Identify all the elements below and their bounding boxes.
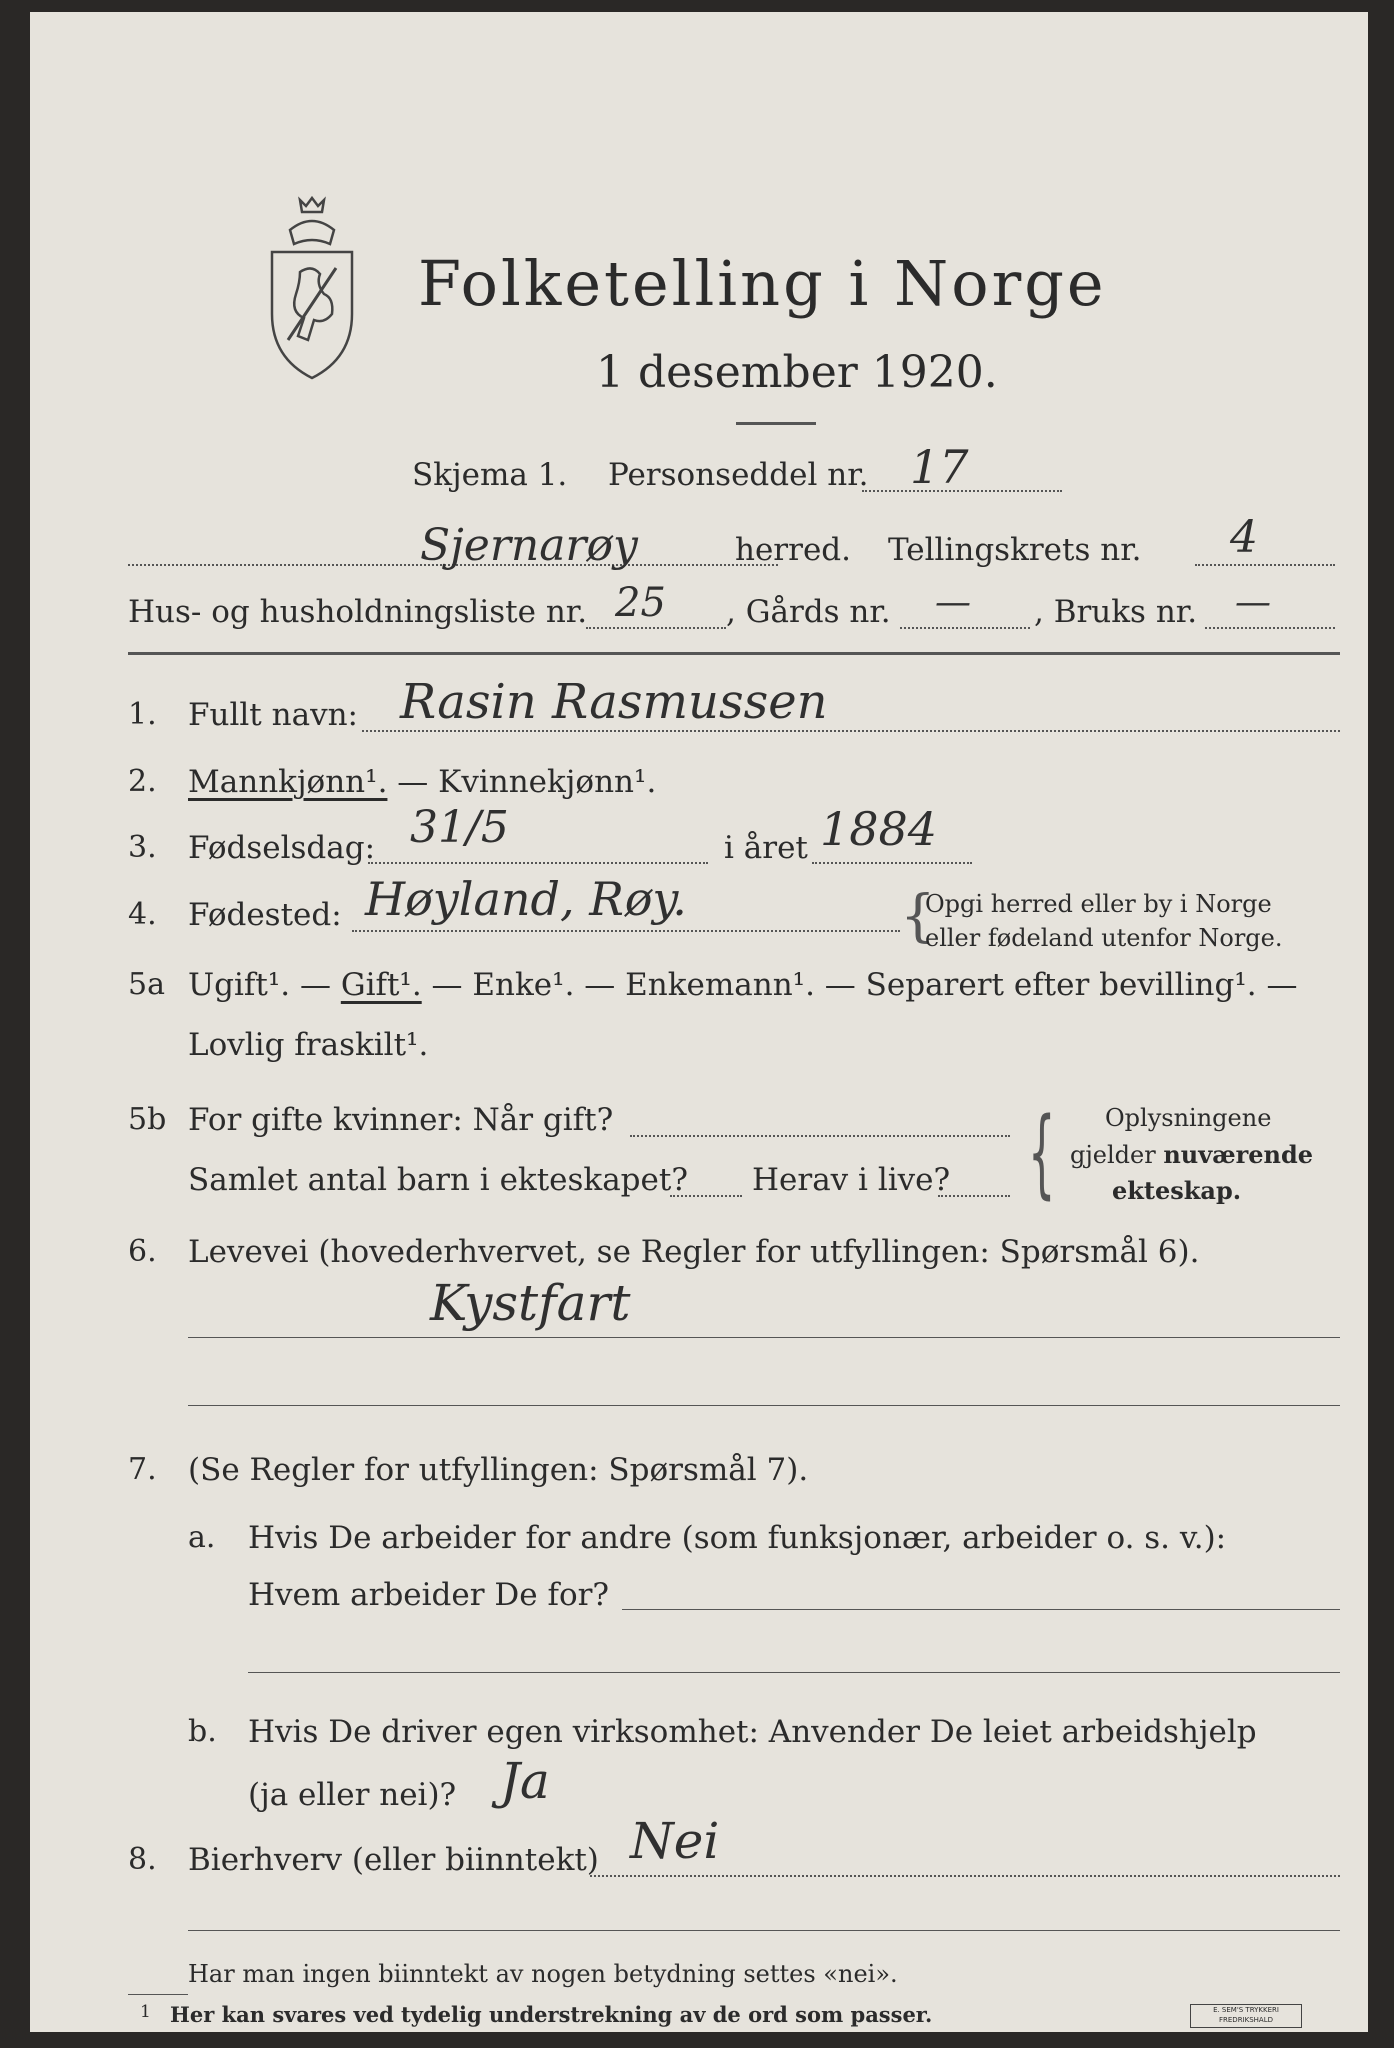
q3-number: 3. <box>128 830 157 865</box>
q4-label: Fødested: <box>188 897 342 933</box>
q5b-line-1: For gifte kvinner: Når gift? <box>188 1102 614 1138</box>
q2-male: Mannkjønn¹. <box>188 764 388 800</box>
q5a-fraskilt: Lovlig fraskilt¹. <box>188 1027 429 1063</box>
q8-value: Nei <box>630 1812 720 1870</box>
q4-note-2: eller fødeland utenfor Norge. <box>925 924 1283 952</box>
q3-year-value: 1884 <box>820 802 938 856</box>
hus-value: 25 <box>615 580 666 626</box>
q5b-children-line <box>670 1195 742 1197</box>
q5b-note-3: ekteskap. <box>1112 1176 1242 1205</box>
bruks-line <box>1205 627 1335 629</box>
q5b-live-line <box>938 1195 1010 1197</box>
q7a-letter: a. <box>188 1520 216 1555</box>
herred-value: Sjernarøy <box>420 520 638 571</box>
footnote-divider <box>128 1994 188 1995</box>
q5b-married-line <box>630 1135 1010 1137</box>
q4-value: Høyland, Røy. <box>365 872 687 926</box>
bruks-value: — <box>1235 582 1271 623</box>
q1-label: Fullt navn: <box>188 697 358 733</box>
q5a-ugift: Ugift¹. — <box>188 967 341 1003</box>
personseddel-value: 17 <box>910 440 969 494</box>
q7b-value: Ja <box>500 1752 550 1810</box>
q7-number: 7. <box>128 1452 157 1487</box>
q7a-line-1: Hvis De arbeider for andre (som funksjonær, arbeider o. s. v.): <box>248 1520 1227 1556</box>
q1-value: Rasin Rasmussen <box>400 674 828 730</box>
q3-value: 31/5 <box>410 802 509 853</box>
skjema-label: Skjema 1. <box>412 457 568 493</box>
tellingskrets-label: Tellingskrets nr. <box>888 532 1142 568</box>
q7a-extra-line <box>248 1672 1340 1673</box>
q2-number: 2. <box>128 764 157 799</box>
personseddel-label: Personseddel nr. <box>608 457 869 493</box>
footnote-text: Her kan svares ved tydelig understrekning av de ord som passer. <box>170 2002 933 2027</box>
form-title: Folketelling i Norge <box>418 247 1107 320</box>
q3-line <box>368 862 708 864</box>
census-form <box>30 12 1368 2032</box>
q7b-letter: b. <box>188 1714 217 1749</box>
footer-note: Har man ingen biinntekt av nogen betydning settes «nei». <box>188 1960 898 1988</box>
q3-label: Fødselsdag: <box>188 830 376 866</box>
q5b-brace: { <box>1028 1097 1056 1209</box>
gards-value: — <box>935 582 971 623</box>
bruks-label: , Bruks nr. <box>1034 594 1198 630</box>
header-divider <box>128 652 1340 655</box>
q4-line <box>352 930 900 932</box>
q8-extra-line <box>188 1930 1340 1931</box>
q6-number: 6. <box>128 1234 157 1269</box>
q6-label: Levevei (hovederhvervet, se Regler for utfyllingen: Spørsmål 6). <box>188 1234 1200 1270</box>
q1-line <box>362 730 1340 732</box>
q5b-note-2a: gjelder <box>1070 1141 1164 1169</box>
footnote-number: 1 <box>140 2002 151 2022</box>
q8-number: 8. <box>128 1842 157 1877</box>
coat-of-arms-icon <box>252 190 372 390</box>
q5a-gift: Gift¹. <box>340 967 422 1003</box>
q5b-live-label: Herav i live? <box>752 1162 951 1198</box>
q7a-answer-line <box>622 1609 1340 1610</box>
gards-label: , Gårds nr. <box>726 594 891 630</box>
q3-year-line <box>812 862 972 864</box>
q4-brace: { <box>900 884 936 949</box>
q6-line-1 <box>188 1337 1340 1338</box>
q7-label: (Se Regler for utfyllingen: Spørsmål 7). <box>188 1452 809 1488</box>
printer-stamp <box>1190 2004 1302 2028</box>
tellingskrets-value: 4 <box>1230 512 1258 563</box>
q7b-line-1: Hvis De driver egen virksomhet: Anvender De leiet arbeidshjelp <box>248 1714 1257 1750</box>
q4-number: 4. <box>128 897 157 932</box>
tellingskrets-line <box>1195 564 1335 566</box>
title-divider <box>736 422 816 425</box>
q5b-number: 5b <box>128 1102 167 1137</box>
q6-line-2 <box>188 1405 1340 1406</box>
q5b-note-2b: nuværende <box>1163 1140 1314 1169</box>
q7a-line-2: Hvem arbeider De for? <box>248 1577 610 1613</box>
q3-year-label: i året <box>724 830 808 866</box>
q2-female: Kvinnekjønn¹. <box>438 764 657 800</box>
q5a-options: — Enke¹. — Enkemann¹. — Separert efter bevilling¹. — <box>421 967 1298 1003</box>
q8-line <box>590 1875 1340 1877</box>
q6-value: Kystfart <box>430 1274 631 1332</box>
gards-line <box>900 627 1030 629</box>
q2-sep: — <box>387 764 439 800</box>
q1-number: 1. <box>128 697 157 732</box>
herred-label: herred. <box>735 532 851 568</box>
q8-label: Bierhverv (eller biinntekt) <box>188 1842 599 1878</box>
hus-line <box>586 627 726 629</box>
hus-label: Hus- og husholdningsliste nr. <box>128 594 588 630</box>
q5b-note-1: Oplysningene <box>1105 1104 1272 1132</box>
census-date: 1 desember 1920. <box>596 347 998 398</box>
q5a-number: 5a <box>128 967 165 1002</box>
q4-note-1: Opgi herred eller by i Norge <box>925 890 1272 918</box>
printer-name: E. SEM'S TRYKKERI <box>1213 2006 1279 2014</box>
printer-city: FREDRIKSHALD <box>1218 2016 1273 2024</box>
q5b-line-2: Samlet antal barn i ekteskapet? <box>188 1162 688 1198</box>
q7b-line-2: (ja eller nei)? <box>248 1777 457 1813</box>
